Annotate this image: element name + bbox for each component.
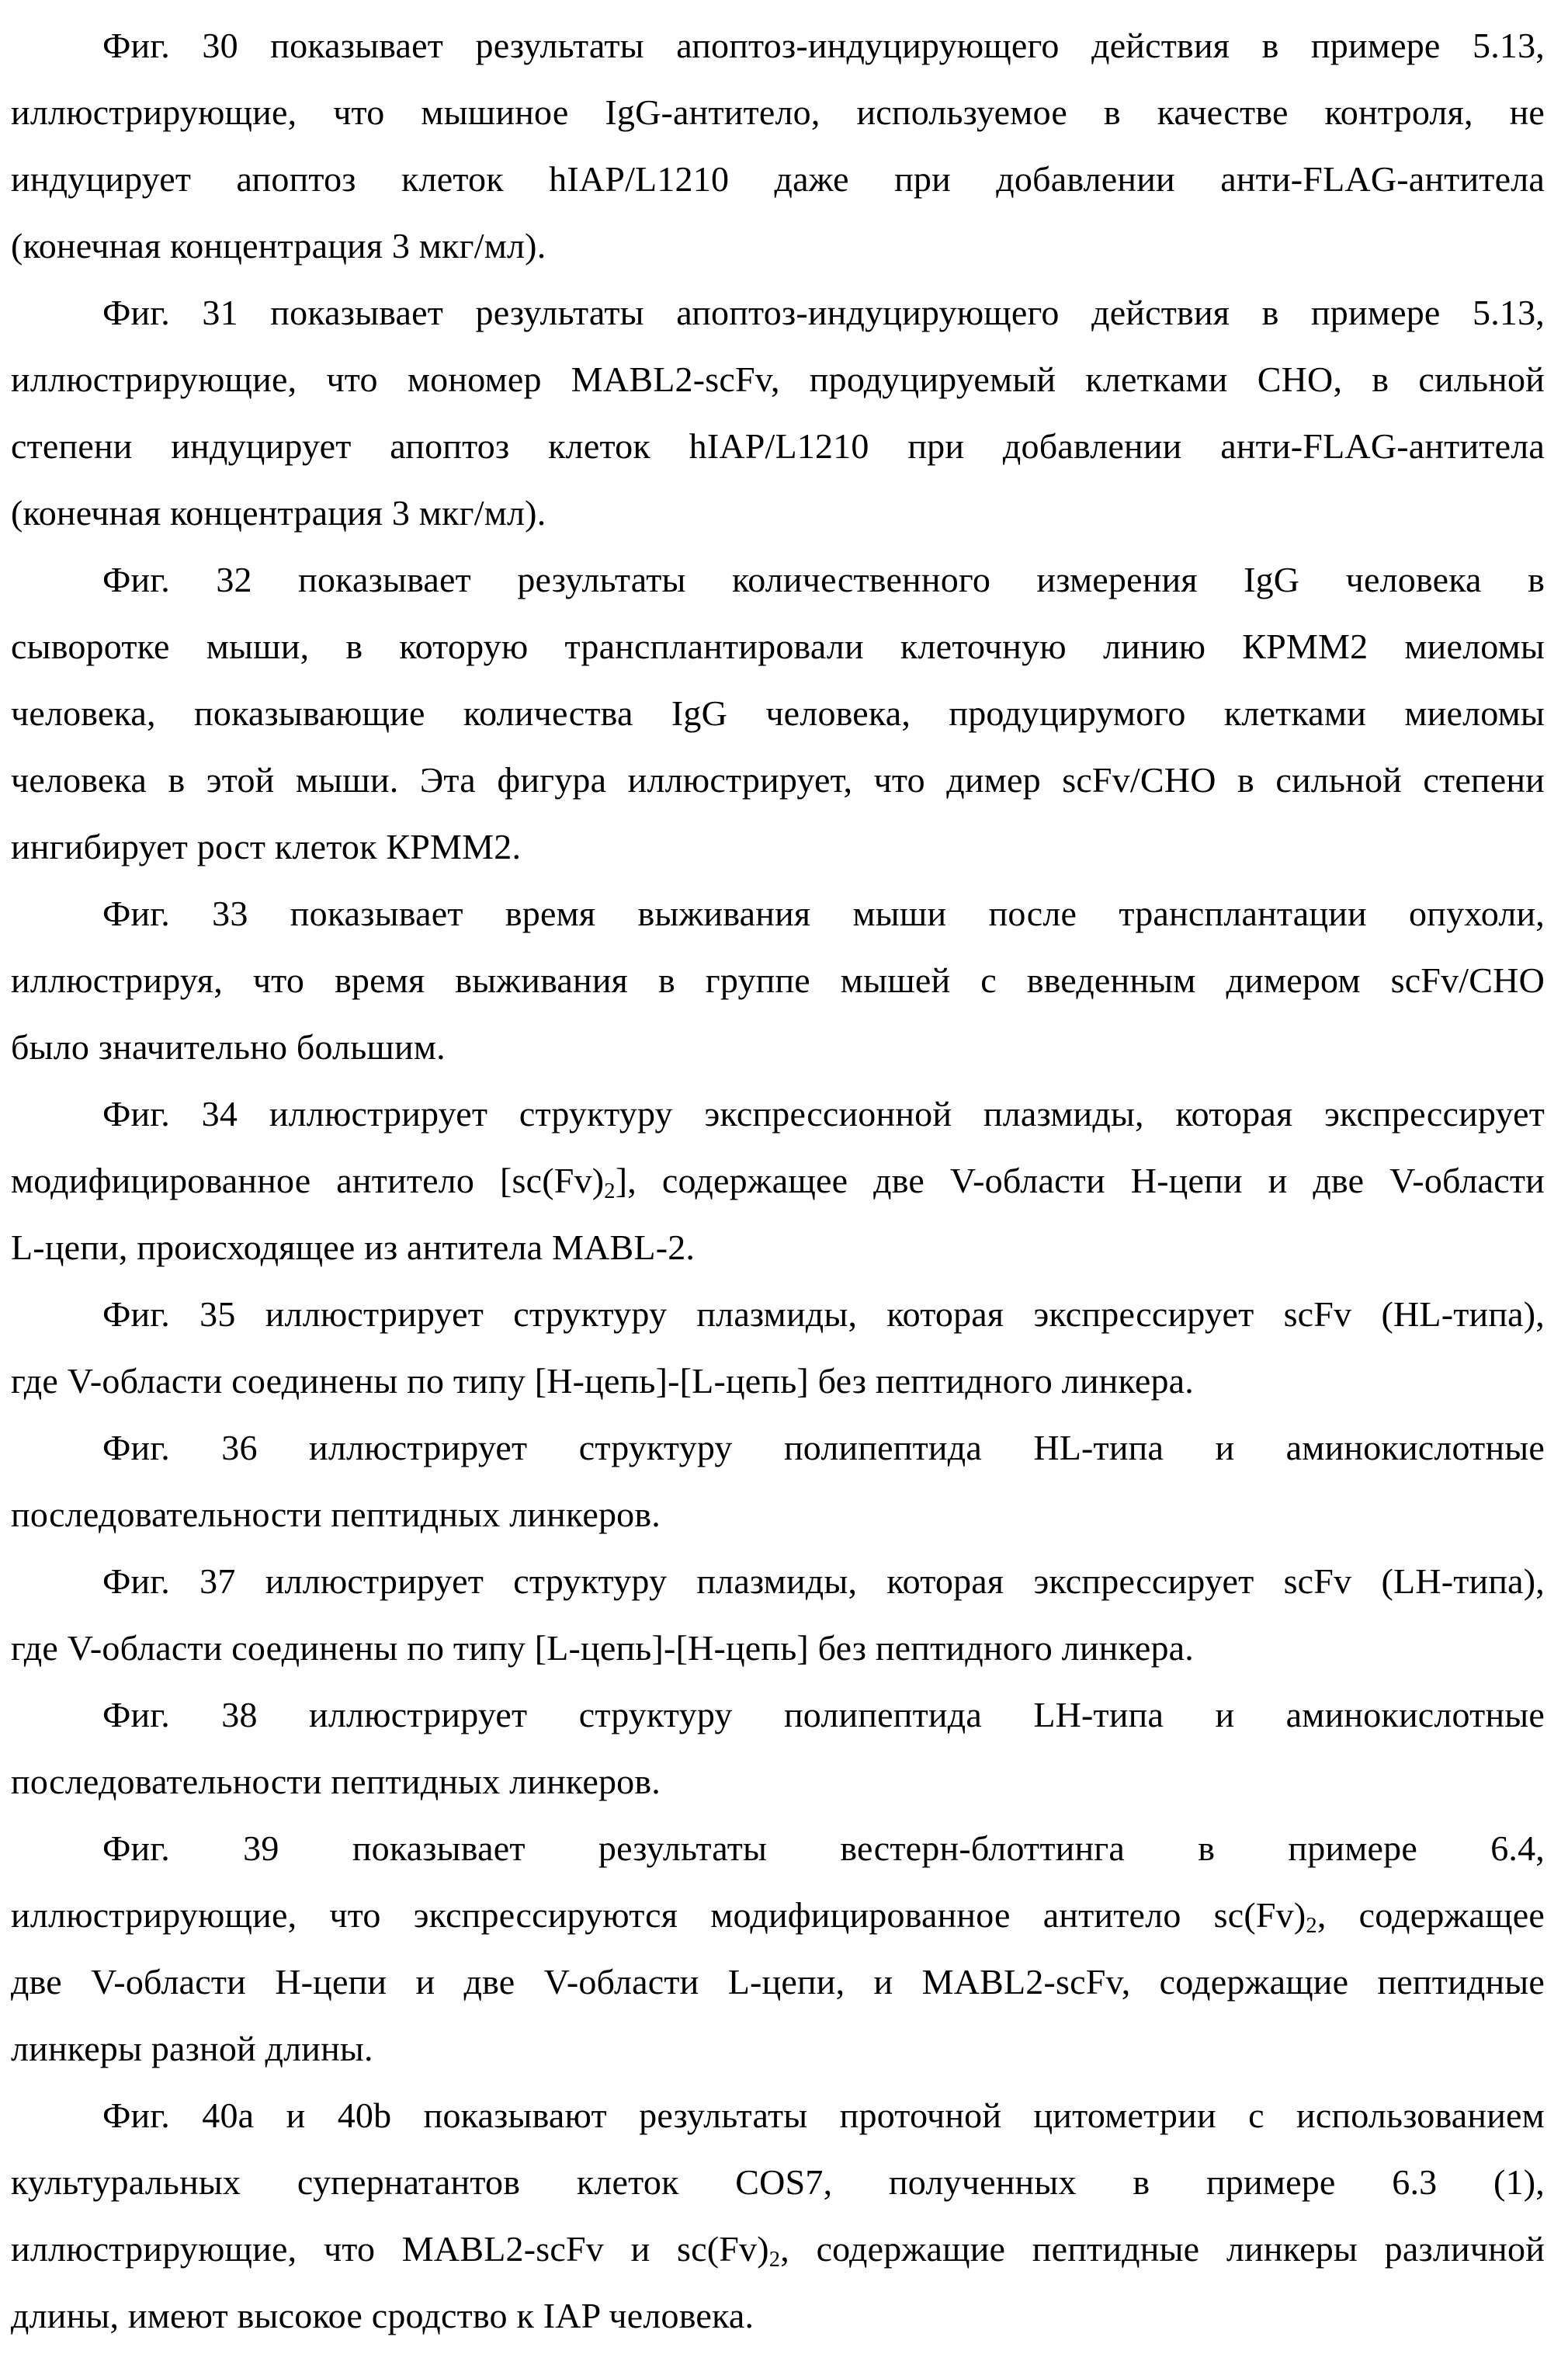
text-run: Фиг. 32 показывает результаты количественного измерения IgG человека в (102, 560, 1545, 599)
text-line (11, 12, 1545, 79)
text-line (11, 1281, 1545, 1348)
text-line (11, 1615, 1545, 1682)
text-line (11, 2283, 1545, 2349)
text-line (11, 346, 1545, 413)
text-run: две V-области H-цепи и две V-области L-цепи, и MABL2-scFv, содержащие пептидные (11, 1962, 1545, 2002)
text-run: ], содержащее две V-области H-цепи и две V-области (615, 1161, 1545, 1200)
text-run: Фиг. 37 иллюстрирует структуру плазмиды, которая экспрессирует scFv (LH-типа), (102, 1561, 1545, 1601)
text-line (11, 1014, 1545, 1081)
text-run: иллюстрирующие, что мышиное IgG-антитело, используемое в качестве контроля, не (11, 92, 1545, 132)
text-run: Фиг. 34 иллюстрирует структуру экспрессионной плазмиды, которая экспрессирует (102, 1094, 1545, 1134)
text-run: где V-области соединены по типу [H-цепь]-[L-цепь] без пептидного линкера. (11, 1361, 1194, 1401)
text-line (11, 1748, 1545, 1815)
subscript: 2 (768, 2248, 781, 2272)
text-run: линкеры разной длины. (11, 2029, 373, 2068)
text-run: индуцирует апоптоз клеток hIAP/L1210 даже при добавлении анти-FLAG-антитела (11, 159, 1545, 199)
text-line (11, 1348, 1545, 1415)
text-run: последовательности пептидных линкеров. (11, 1495, 661, 1534)
text-line (11, 79, 1545, 146)
text-run: иллюстрирующие, что MABL2-scFv и sc(Fv) (11, 2229, 769, 2269)
text-line (11, 880, 1545, 947)
text-line (11, 2082, 1545, 2149)
text-line (11, 1214, 1545, 1281)
text-run: Фиг. 31 показывает результаты апоптоз-индуцирующего действия в примере 5.13, (102, 293, 1545, 332)
text-line (11, 413, 1545, 480)
text-run: ингибирует рост клеток КРММ2. (11, 827, 522, 866)
text-run: (конечная концентрация 3 мкг/мл). (11, 493, 546, 533)
text-line (11, 1081, 1545, 1148)
text-run: , содержащие пептидные линкеры различной (780, 2229, 1545, 2269)
text-run: Фиг. 33 показывает время выживания мыши после трансплантации опухоли, (102, 894, 1545, 933)
text-line (11, 947, 1545, 1014)
text-line (11, 1882, 1545, 1949)
subscript: 2 (1306, 1914, 1317, 1939)
text-line (11, 680, 1545, 747)
text-line (11, 1148, 1545, 1214)
text-line (11, 1415, 1545, 1481)
text-run: Фиг. 40a и 40b показывают результаты проточной цитометрии с использованием (102, 2095, 1545, 2135)
text-line (11, 480, 1545, 547)
text-run: было значительно большим. (11, 1027, 446, 1067)
text-run: иллюстрирующие, что экспрессируются модифицированное антитело sc(Fv) (11, 1895, 1306, 1935)
text-run: Фиг. 35 иллюстрирует структуру плазмиды, которая экспрессирует scFv (HL-типа), (102, 1294, 1545, 1334)
text-line (11, 747, 1545, 814)
text-line (11, 280, 1545, 346)
text-run: (конечная концентрация 3 мкг/мл). (11, 226, 546, 266)
text-line (11, 1949, 1545, 2016)
text-run: иллюстрирующие, что мономер MABL2-scFv, продуцируемый клетками CHO, в сильной (11, 359, 1545, 399)
text-run: человека, показывающие количества IgG человека, продуцирумого клетками миеломы (11, 693, 1545, 733)
text-run: иллюстрируя, что время выживания в группе мышей с введенным димером scFv/CHO (11, 960, 1545, 1000)
text-line (11, 2149, 1545, 2216)
text-line (11, 613, 1545, 680)
text-run: человека в этой мыши. Эта фигура иллюстрирует, что димер scFv/CHO в сильной степени (11, 760, 1545, 800)
text-line (11, 547, 1545, 613)
text-run: где V-области соединены по типу [L-цепь]-[H-цепь] без пептидного линкера. (11, 1628, 1194, 1668)
text-run: Фиг. 38 иллюстрирует структуру полипептида LH-типа и аминокислотные (102, 1695, 1545, 1734)
text-line (11, 1548, 1545, 1615)
text-run: Фиг. 39 показывает результаты вестерн-блоттинга в примере 6.4, (102, 1828, 1545, 1868)
text-run: последовательности пептидных линкеров. (11, 1762, 661, 1801)
subscript: 2 (604, 1179, 616, 1204)
text-run: L-цепи, происходящее из антитела MABL-2. (11, 1227, 696, 1267)
text-line (11, 213, 1545, 280)
text-line (11, 1481, 1545, 1548)
document-body (11, 12, 1545, 2349)
text-run: , содержащее (1316, 1895, 1545, 1935)
text-run: культуральных супернатантов клеток COS7, полученных в примере 6.3 (1), (11, 2162, 1545, 2202)
text-run: Фиг. 30 показывает результаты апоптоз-индуцирующего действия в примере 5.13, (102, 26, 1545, 65)
text-line (11, 2216, 1545, 2283)
text-line (11, 2016, 1545, 2082)
text-run: степени индуцирует апоптоз клеток hIAP/L1210 при добавлении анти-FLAG-антитела (11, 426, 1545, 466)
text-run: модифицированное антитело [sc(Fv) (11, 1161, 605, 1200)
text-run: Фиг. 36 иллюстрирует структуру полипептида HL-типа и аминокислотные (102, 1428, 1545, 1467)
text-line (11, 1815, 1545, 1882)
text-run: длины, имеют высокое сродство к IAP человека. (11, 2296, 755, 2335)
text-line (11, 146, 1545, 213)
text-line (11, 814, 1545, 880)
text-line (11, 1682, 1545, 1748)
text-run: сыворотке мыши, в которую трансплантировали клеточную линию КРММ2 миеломы (11, 627, 1545, 666)
